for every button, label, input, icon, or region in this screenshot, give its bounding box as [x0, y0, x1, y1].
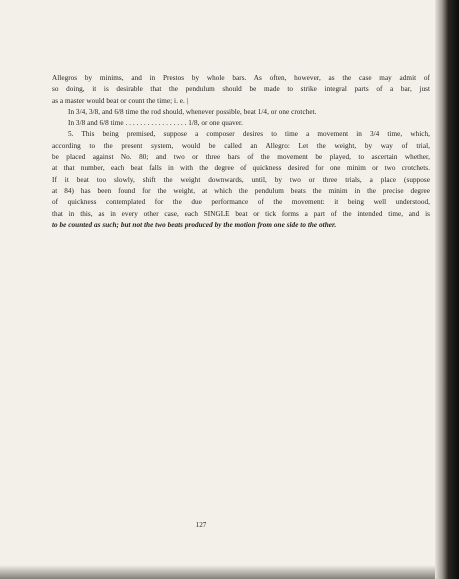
text-line: of quickness contemplated for the due performance of the movement: it being well understood,	[52, 198, 430, 207]
page-number: 127	[195, 521, 207, 529]
text-line: If it beat too slowly, shift the weight downwards, until, by two or three trials, a place (suppose	[52, 175, 430, 184]
text-line: at that number, each beat falls in with the degree of quickness desired for one minim or two crotchets.	[52, 164, 430, 173]
text-line: In 3/8 and 6/8 time . . . . . . . . . . . . . . . . . 1/8, or one quaver.	[68, 119, 243, 128]
text-line: In 3/4, 3/8, and 6/8 time the rod should, whenever possible, beat 1/4, or one crotchet.	[68, 107, 317, 116]
body-text	[52, 73, 430, 231]
text-line: to be counted as such; but not the two beats produced by the motion from one side to the other.	[52, 220, 337, 229]
text-line: be placed against No. 80; and two or three bars of the movement be played, to ascertain whether,	[52, 153, 430, 162]
book-spine-shadow	[435, 0, 459, 579]
text-line: according to the present system, would be called an Allegro: Let the weight, by way of trial,	[52, 141, 430, 150]
page-edge-shadow	[0, 565, 435, 579]
text-line: 5. This being premised, suppose a composer desires to time a movement in 3/4 time, which,	[68, 130, 430, 139]
text-line: as a master would beat or count the time; i. e. |	[52, 96, 189, 105]
text-line: Allegros by minims, and in Prestos by whole bars. As often, however, as the case may admit of	[52, 74, 430, 82]
text-line: at 84) has been found for the weight, at which the pendulum beats the minim in the precise degree	[52, 186, 430, 195]
text-line: so doing, it is desirable that the pendulum should be made to strike integral parts of a bar, just	[52, 85, 430, 94]
text-line: that in this, as in every other case, each SINGLE beat or tick forms a part of the intended time, and is	[52, 209, 430, 218]
